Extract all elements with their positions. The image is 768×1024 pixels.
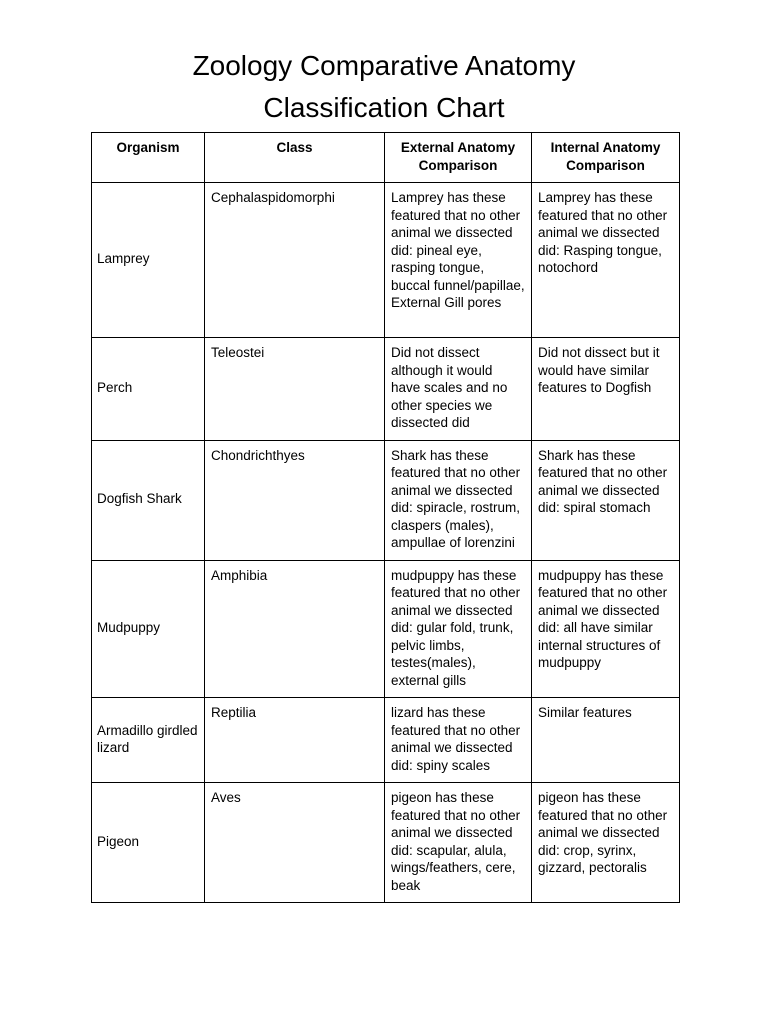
class-cell: Aves <box>205 783 385 903</box>
organism-cell: Pigeon <box>92 783 205 903</box>
organism-cell: Mudpuppy <box>92 560 205 698</box>
class-cell: Chondrichthyes <box>205 440 385 560</box>
internal-anatomy-cell: pigeon has these featured that no other animal we dissected did: crop, syrinx, gizzard, pectoralis <box>532 783 680 903</box>
header-external-anatomy: External Anatomy Comparison <box>385 133 532 183</box>
external-anatomy-cell: mudpuppy has these featured that no other animal we dissected did: gular fold, trunk, pelvic limbs, testes(males), external gills <box>385 560 532 698</box>
external-anatomy-cell: pigeon has these featured that no other animal we dissected did: scapular, alula, wings/feathers, cere, beak <box>385 783 532 903</box>
organism-cell: Lamprey <box>92 183 205 338</box>
table-row <box>92 440 680 560</box>
external-anatomy-cell: Lamprey has these featured that no other animal we dissected did: pineal eye, rasping tongue, buccal funnel/papillae, External Gill pores <box>385 183 532 338</box>
class-cell: Amphibia <box>205 560 385 698</box>
organism-cell: Dogfish Shark <box>92 440 205 560</box>
table-row <box>92 338 680 441</box>
table-row <box>92 560 680 698</box>
class-cell: Teleostei <box>205 338 385 441</box>
page-title-line-1: Zoology Comparative Anatomy <box>192 50 576 81</box>
internal-anatomy-cell: Shark has these featured that no other animal we dissected did: spiral stomach <box>532 440 680 560</box>
classification-table <box>91 132 680 903</box>
table-row <box>92 783 680 903</box>
table-row <box>92 183 680 338</box>
table-header-row <box>92 133 680 183</box>
external-anatomy-cell: Did not dissect although it would have scales and no other species we dissected did <box>385 338 532 441</box>
organism-cell: Perch <box>92 338 205 441</box>
external-anatomy-cell: lizard has these featured that no other animal we dissected did: spiny scales <box>385 698 532 783</box>
external-anatomy-cell: Shark has these featured that no other animal we dissected did: spiracle, rostrum, claspers (males), ampullae of lorenzini <box>385 440 532 560</box>
page-title-line-2: Classification Chart <box>263 92 505 123</box>
header-internal-anatomy: Internal Anatomy Comparison <box>532 133 680 183</box>
internal-anatomy-cell: mudpuppy has these featured that no other animal we dissected did: all have similar internal structures of mudpuppy <box>532 560 680 698</box>
class-cell: Cephalaspidomorphi <box>205 183 385 338</box>
internal-anatomy-cell: Similar features <box>532 698 680 783</box>
header-organism: Organism <box>92 133 205 183</box>
table-row <box>92 698 680 783</box>
internal-anatomy-cell: Lamprey has these featured that no other animal we dissected did: Rasping tongue, notochord <box>532 183 680 338</box>
internal-anatomy-cell: Did not dissect but it would have similar features to Dogfish <box>532 338 680 441</box>
organism-cell: Armadillo girdled lizard <box>92 698 205 783</box>
header-class: Class <box>205 133 385 183</box>
class-cell: Reptilia <box>205 698 385 783</box>
